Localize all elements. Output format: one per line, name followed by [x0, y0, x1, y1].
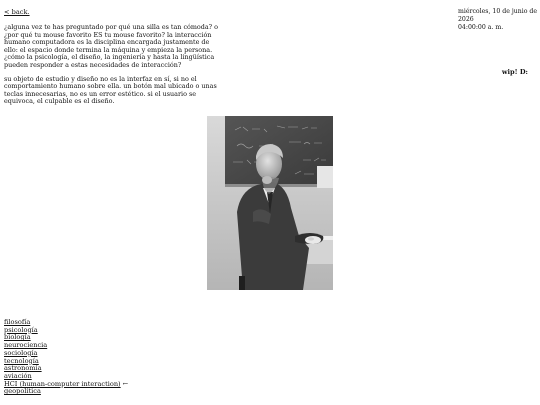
date-text: miércoles, 10 de junio de 2026	[458, 8, 538, 23]
current-arrow-icon: ←	[122, 379, 129, 388]
wip-label: wip! D:	[501, 68, 528, 76]
datetime-display	[458, 8, 538, 31]
nav-item-aviacion[interactable]: aviación	[4, 371, 32, 380]
intro-section	[4, 24, 219, 112]
nav-item-filosofia[interactable]: filosofía	[4, 318, 31, 326]
nav-item-geopolitica[interactable]: geopolítica	[4, 387, 41, 396]
topic-nav	[4, 319, 128, 396]
nav-item-sociologia[interactable]: sociología	[4, 348, 38, 357]
nav-item-biologia[interactable]: biología	[4, 333, 31, 342]
portrait-photo	[207, 116, 333, 290]
nav-item-tecnologia[interactable]: tecnología	[4, 356, 39, 365]
nav-item-hci[interactable]: HCI (human-computer interaction) ←	[4, 379, 129, 388]
nav-item-psicologia[interactable]: psicología	[4, 325, 38, 334]
intro-paragraph-2: su objeto de estudio y diseño no es la interfaz en sí, si no el comportamiento humano sobre ella. un botón mal ubicado o unas teclas innecesarias, no es un error estético. si el usuario se equivoca, el culpable es el diseño.	[4, 74, 217, 106]
time-text: 04:00:00 a. m.	[458, 23, 504, 31]
nav-item-neurociencia[interactable]: neurociencia	[4, 341, 48, 350]
back-link[interactable]: < back.	[4, 8, 30, 16]
nav-item-astronomia[interactable]: astronomía	[4, 364, 42, 373]
portrait-illustration	[207, 116, 333, 290]
intro-paragraph-1: ¿alguna vez te has preguntado por qué una silla es tan cómoda? o ¿por qué tu mouse favorito ES tu mouse favorito? la interacción humano computadora es la disciplina encargada justamente de ello: el espacio donde termina la máquina y empieza la persona. ¿cómo la psicología, el diseño, la ingeniería y hasta la lingüística pueden responder a estas necesidades de interacción?	[4, 23, 218, 69]
